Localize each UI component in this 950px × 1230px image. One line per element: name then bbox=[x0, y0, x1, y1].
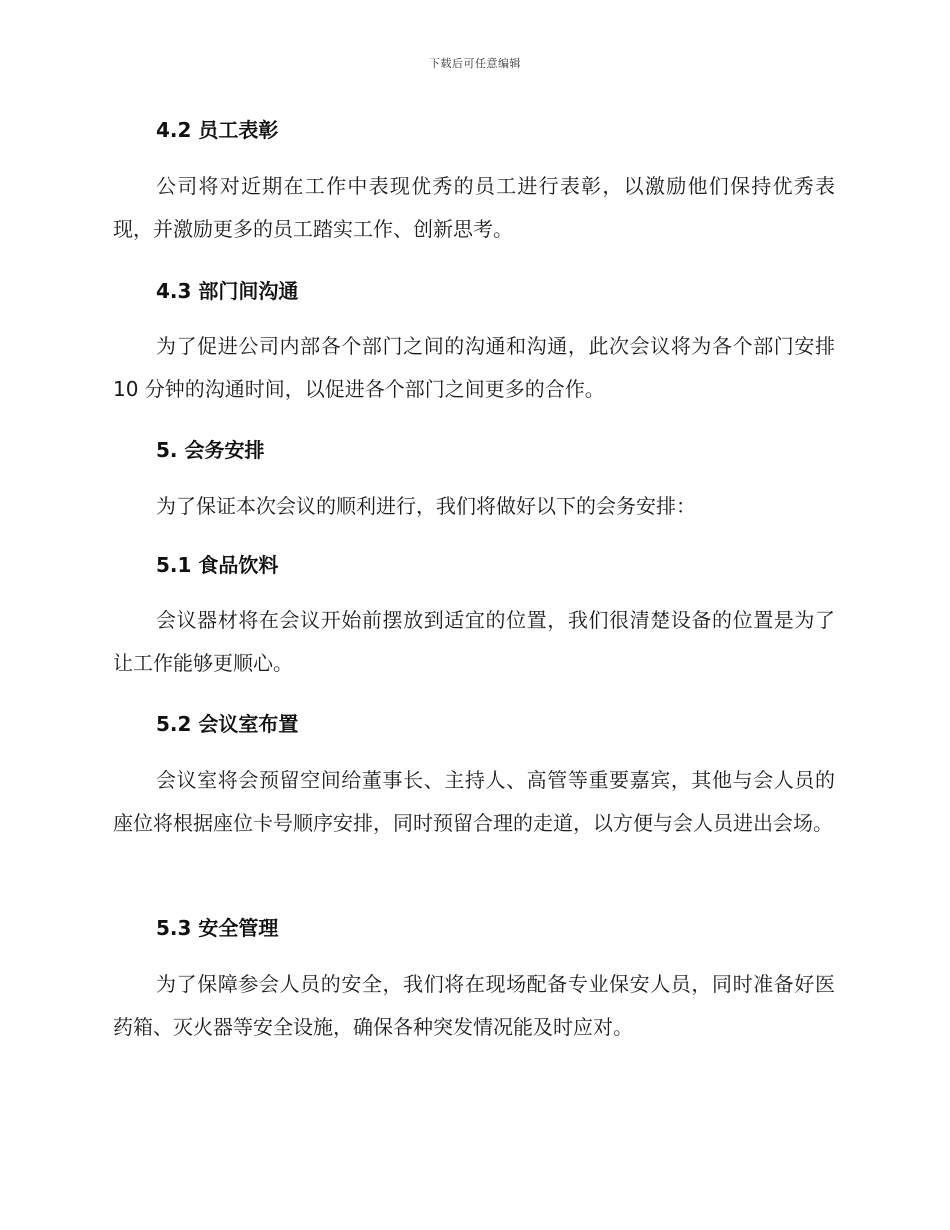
section-paragraph-5-1: 会议器材将在会议开始前摆放到适宜的位置，我们很清楚设备的位置是为了让工作能够更顺心。 bbox=[113, 608, 835, 675]
section-heading-5-3: 5.3 安全管理 bbox=[156, 916, 279, 940]
section-heading-4-3: 4.3 部门间沟通 bbox=[156, 279, 299, 303]
section-paragraph-4-3: 为了促进公司内部各个部门之间的沟通和沟通，此次会议将为各个部门安排 10 分钟的沟通时间，以促进各个部门之间更多的合作。 bbox=[113, 334, 835, 401]
section-heading-5-1: 5.1 食品饮料 bbox=[156, 553, 279, 577]
section-paragraph-5-3: 为了保障参会人员的安全，我们将在现场配备专业保安人员，同时准备好医药箱、灭火器等安全设施，确保各种突发情况能及时应对。 bbox=[113, 972, 835, 1039]
section-heading-5-2: 5.2 会议室布置 bbox=[156, 712, 299, 736]
page-header: 下载后可任意编辑 bbox=[429, 57, 521, 70]
section-paragraph-5: 为了保证本次会议的顺利进行，我们将做好以下的会务安排： bbox=[156, 494, 696, 518]
section-heading-5: 5. 会务安排 bbox=[156, 438, 265, 462]
section-paragraph-5-2: 会议室将会预留空间给董事长、主持人、高管等重要嘉宾，其他与会人员的座位将根据座位卡号顺序安排，同时预留合理的走道，以方便与会人员进出会场。 bbox=[113, 768, 835, 835]
section-paragraph-4-2: 公司将对近期在工作中表现优秀的员工进行表彰，以激励他们保持优秀表现，并激励更多的员工踏实工作、创新思考。 bbox=[113, 174, 835, 241]
section-heading-4-2: 4.2 员工表彰 bbox=[156, 118, 279, 142]
